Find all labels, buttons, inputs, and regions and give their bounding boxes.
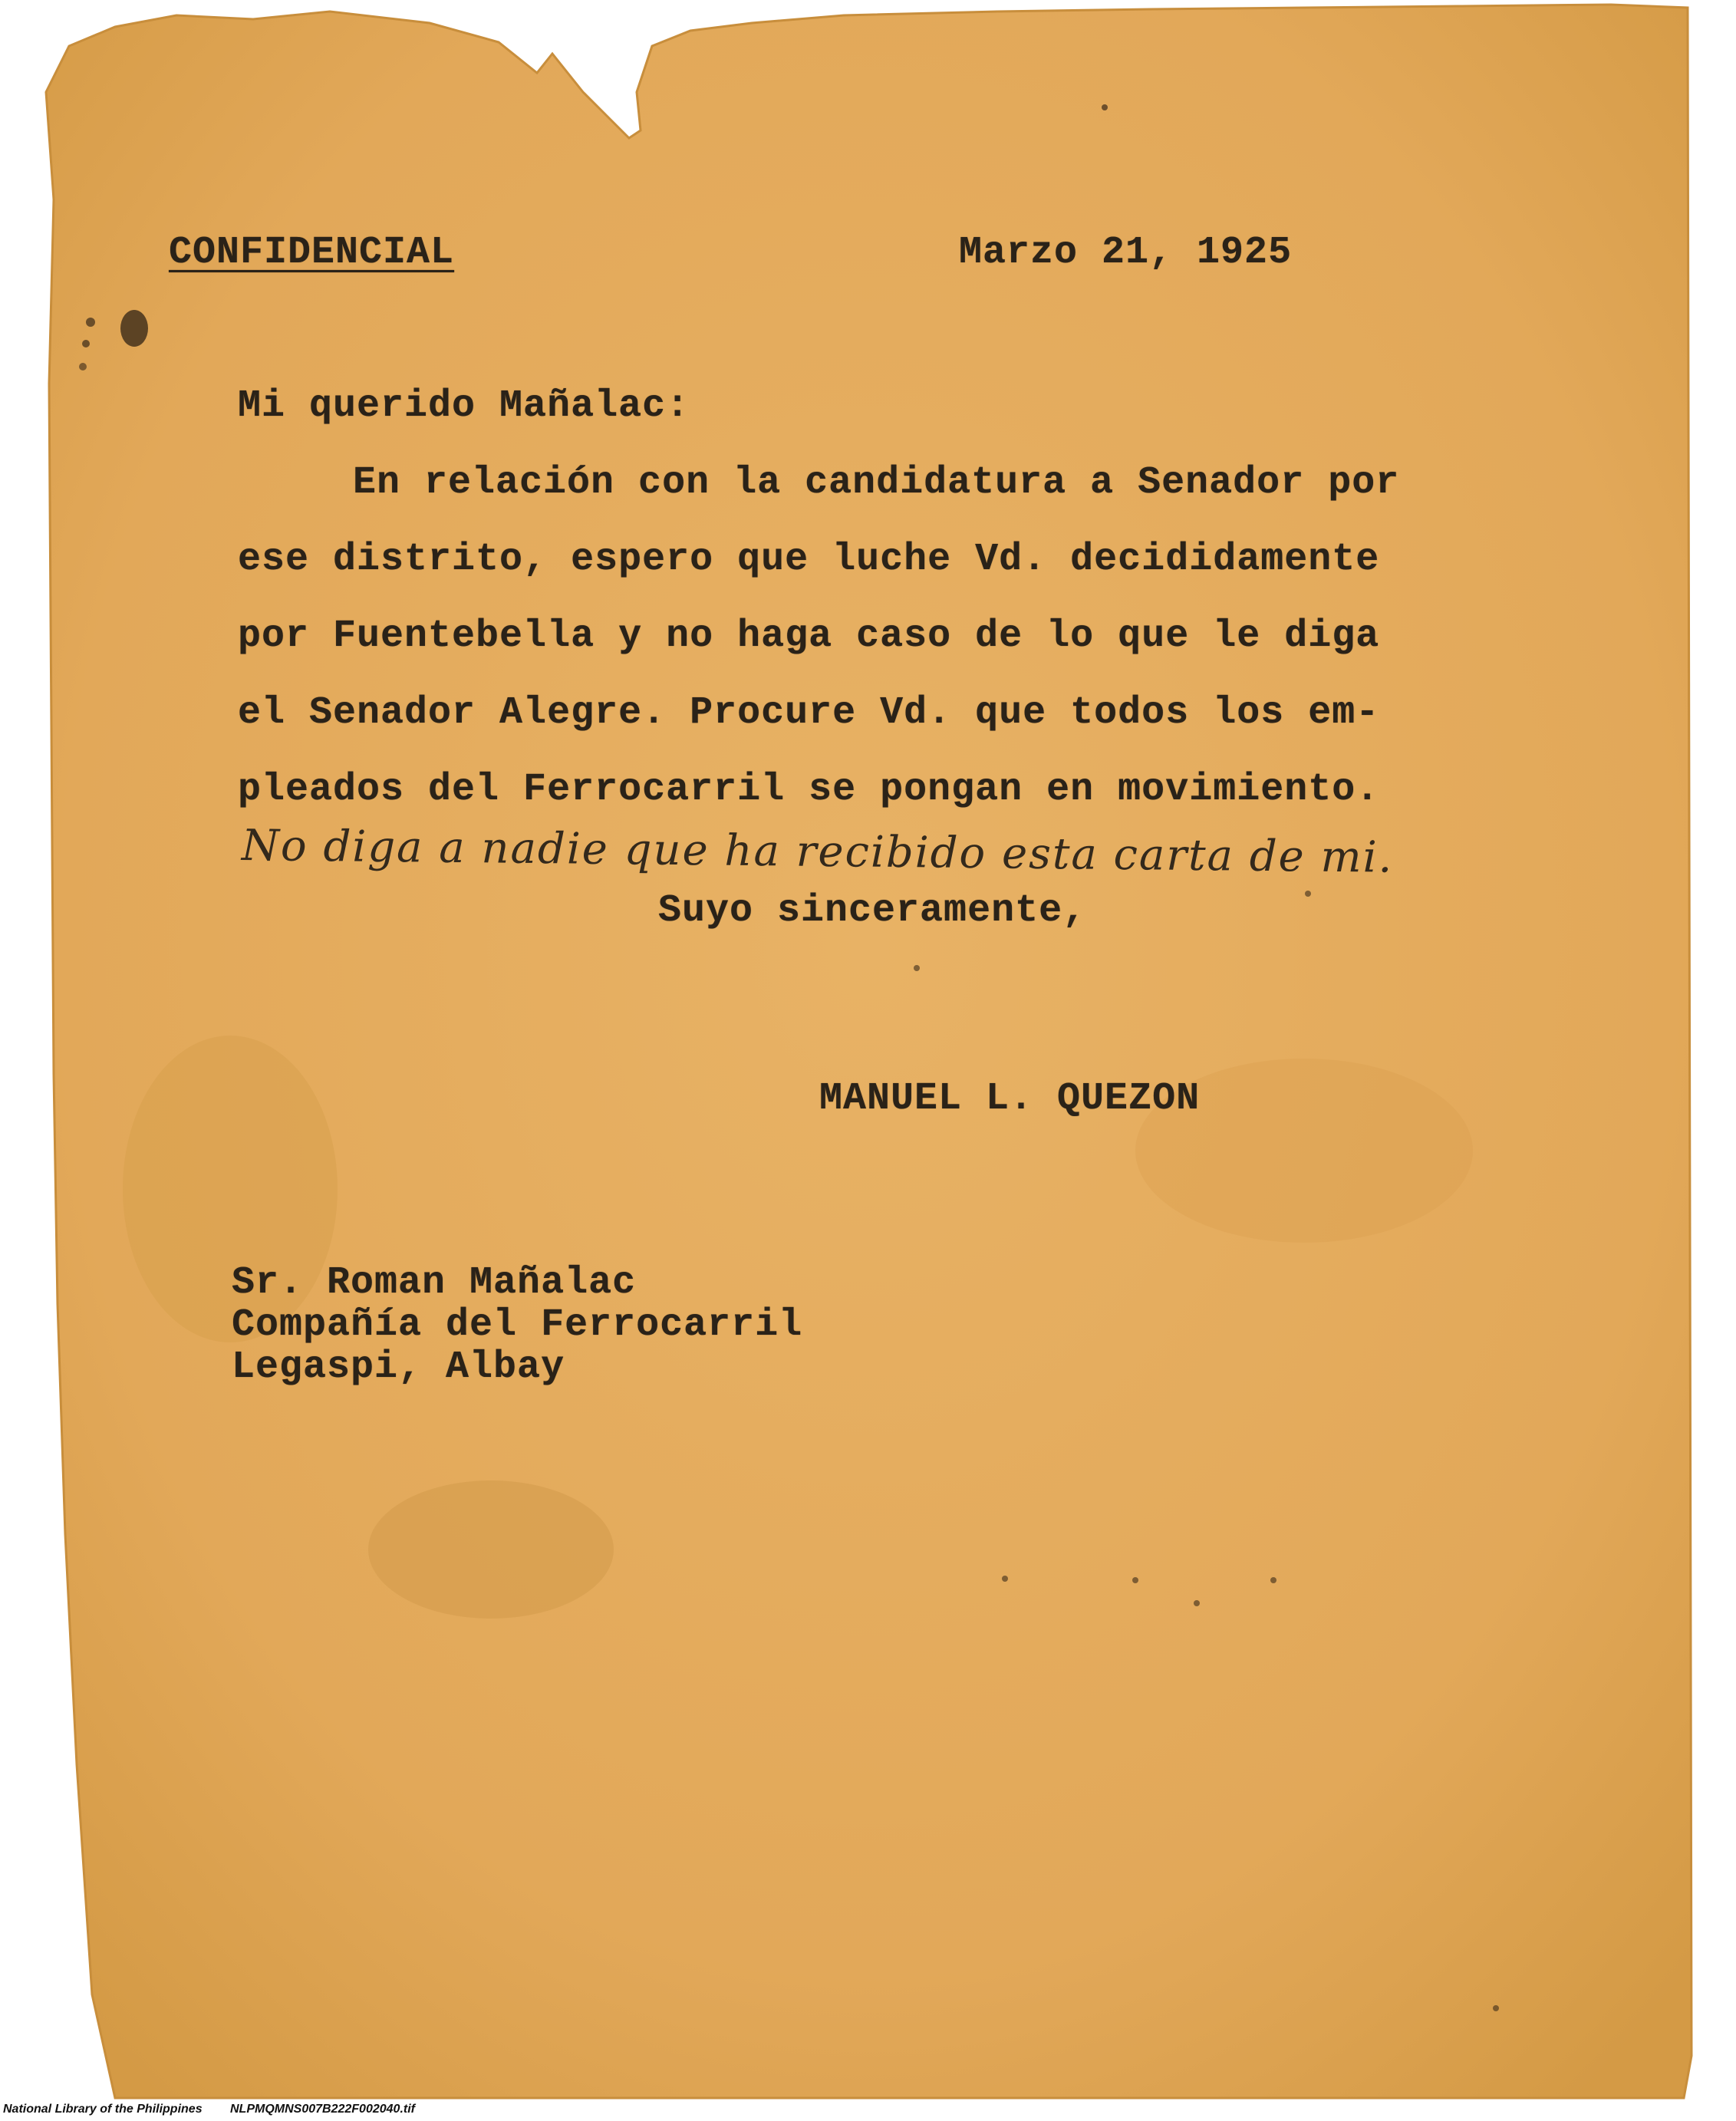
address-line: Legaspi, Albay — [232, 1345, 565, 1389]
paper-body — [46, 5, 1692, 2098]
closing: Suyo sinceramente, — [658, 889, 1087, 933]
body-line: pleados del Ferrocarril se pongan en movimiento. — [238, 768, 1380, 812]
ink-dot — [1493, 2005, 1499, 2011]
ink-dot — [1132, 1577, 1138, 1583]
body-line: En relación con la candidatura a Senador por — [353, 461, 1400, 505]
ink-dot — [1305, 891, 1311, 897]
ink-dot — [914, 965, 920, 971]
ink-dot — [1270, 1577, 1276, 1583]
body-line: el Senador Alegre. Procure Vd. que todos los em- — [238, 691, 1380, 735]
handwritten-note: No diga a nadie que ha recibido esta carta de mi. — [241, 821, 1394, 883]
ink-dot — [1102, 104, 1108, 110]
ink-dot — [1002, 1576, 1008, 1582]
ink-spot — [82, 340, 90, 347]
paper-stain — [368, 1480, 614, 1619]
footer-institution: National Library of the Philippines — [3, 2103, 203, 2116]
address-line: Sr. Roman Mañalac — [232, 1261, 637, 1305]
footer-file-id: NLPMQMNS007B222F002040.tif — [230, 2103, 415, 2116]
ink-spot — [86, 318, 95, 327]
ink-stain — [120, 310, 148, 347]
body-line: por Fuentebella y no haga caso de lo que le diga — [238, 614, 1380, 658]
letter-date: Marzo 21, 1925 — [959, 231, 1293, 275]
salutation: Mi querido Mañalac: — [238, 384, 690, 428]
address-line: Compañía del Ferrocarril — [232, 1303, 803, 1347]
confidential-heading: CONFIDENCIAL — [169, 231, 455, 275]
ink-spot — [79, 363, 87, 371]
body-line: ese distrito, espero que luche Vd. decididamente — [238, 538, 1380, 581]
ink-dot — [1194, 1600, 1200, 1606]
signature-name: MANUEL L. QUEZON — [819, 1077, 1201, 1121]
